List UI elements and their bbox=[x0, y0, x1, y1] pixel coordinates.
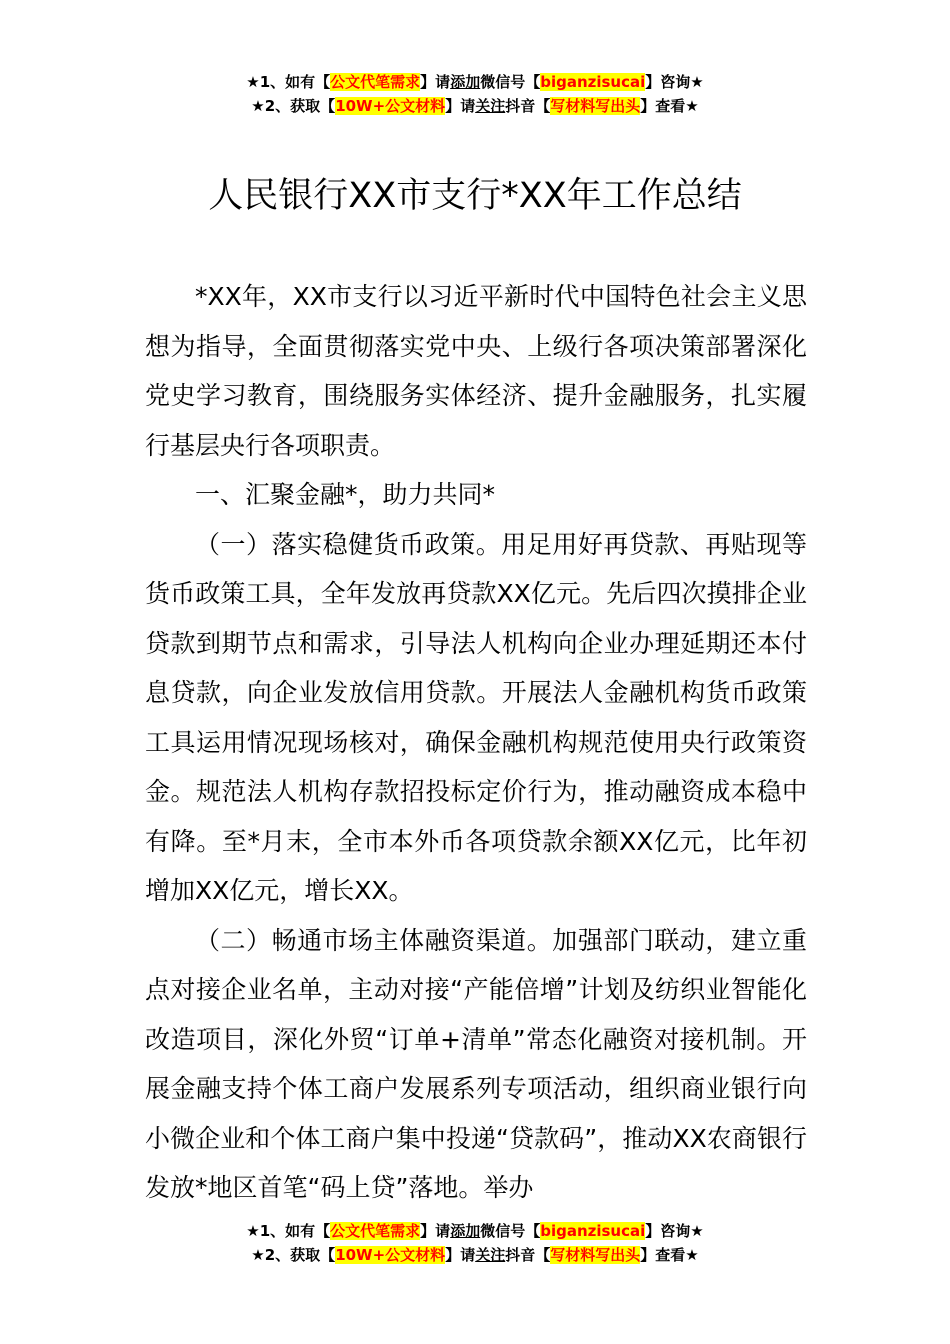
promo-line-1: ★1、如有【公文代笔需求】请添加微信号【biganzisucai】咨询★ bbox=[246, 73, 704, 91]
promo-line-1: ★1、如有【公文代笔需求】请添加微信号【biganzisucai】咨询★ bbox=[246, 1222, 704, 1240]
highlight-douyin-id: 写材料写出头 bbox=[550, 1246, 641, 1264]
footer-promo-banner bbox=[0, 1219, 950, 1267]
highlight-douyin-id: 写材料写出头 bbox=[550, 97, 641, 115]
section-heading-1: 一、汇聚金融*，助力共同* bbox=[195, 480, 496, 509]
highlight-ghostwriting: 公文代笔需求 bbox=[330, 73, 421, 91]
header-promo-banner bbox=[0, 70, 950, 118]
highlight-ghostwriting: 公文代笔需求 bbox=[330, 1222, 421, 1240]
paragraph-financing-channels: （二）畅通市场主体融资渠道。加强部门联动，建立重点对接企业名单，主动对接“产能倍增”计划及纺织业智能化改造项目，深化外贸“订单+清单”常态化融资对接机制。开展金融支持个体工商户发展系列专项活动，组织商业银行向小微企业和个体工商户集中投递“贷款码”，推动XX农商银行发放*地区首笔“码上贷”落地。举办 bbox=[145, 925, 807, 1202]
paragraph-monetary-policy: （一）落实稳健货币政策。用足用好再贷款、再贴现等货币政策工具，全年发放再贷款XX亿元。先后四次摸排企业贷款到期节点和需求，引导法人机构向企业办理延期还本付息贷款，向企业发放信用贷款。开展法人金融机构货币政策工具运用情况现场核对，确保金融机构规范使用央行政策资金。规范法人机构存款招投标定价行为，推动融资成本稳中有降。至*月末，全市本外币各项贷款余额XX亿元，比年初增加XX亿元，增长XX。 bbox=[145, 529, 807, 905]
document-body bbox=[145, 272, 807, 1213]
highlight-wechat-id: biganzisucai bbox=[540, 1222, 646, 1240]
highlight-materials: 10W+公文材料 bbox=[335, 1246, 446, 1264]
promo-line-2: ★2、获取【10W+公文材料】请关注抖音【写材料写出头】查看★ bbox=[251, 97, 699, 115]
document-title: 人民银行XX市支行*XX年工作总结 bbox=[208, 176, 742, 216]
highlight-materials: 10W+公文材料 bbox=[335, 97, 446, 115]
paragraph-intro: *XX年，XX市支行以习近平新时代中国特色社会主义思想为指导，全面贯彻落实党中央、上级行各项决策部署深化党史学习教育，围绕服务实体经济、提升金融服务，扎实履行基层央行各项职责。 bbox=[145, 282, 807, 460]
promo-line-2: ★2、获取【10W+公文材料】请关注抖音【写材料写出头】查看★ bbox=[251, 1246, 699, 1264]
highlight-wechat-id: biganzisucai bbox=[540, 73, 646, 91]
